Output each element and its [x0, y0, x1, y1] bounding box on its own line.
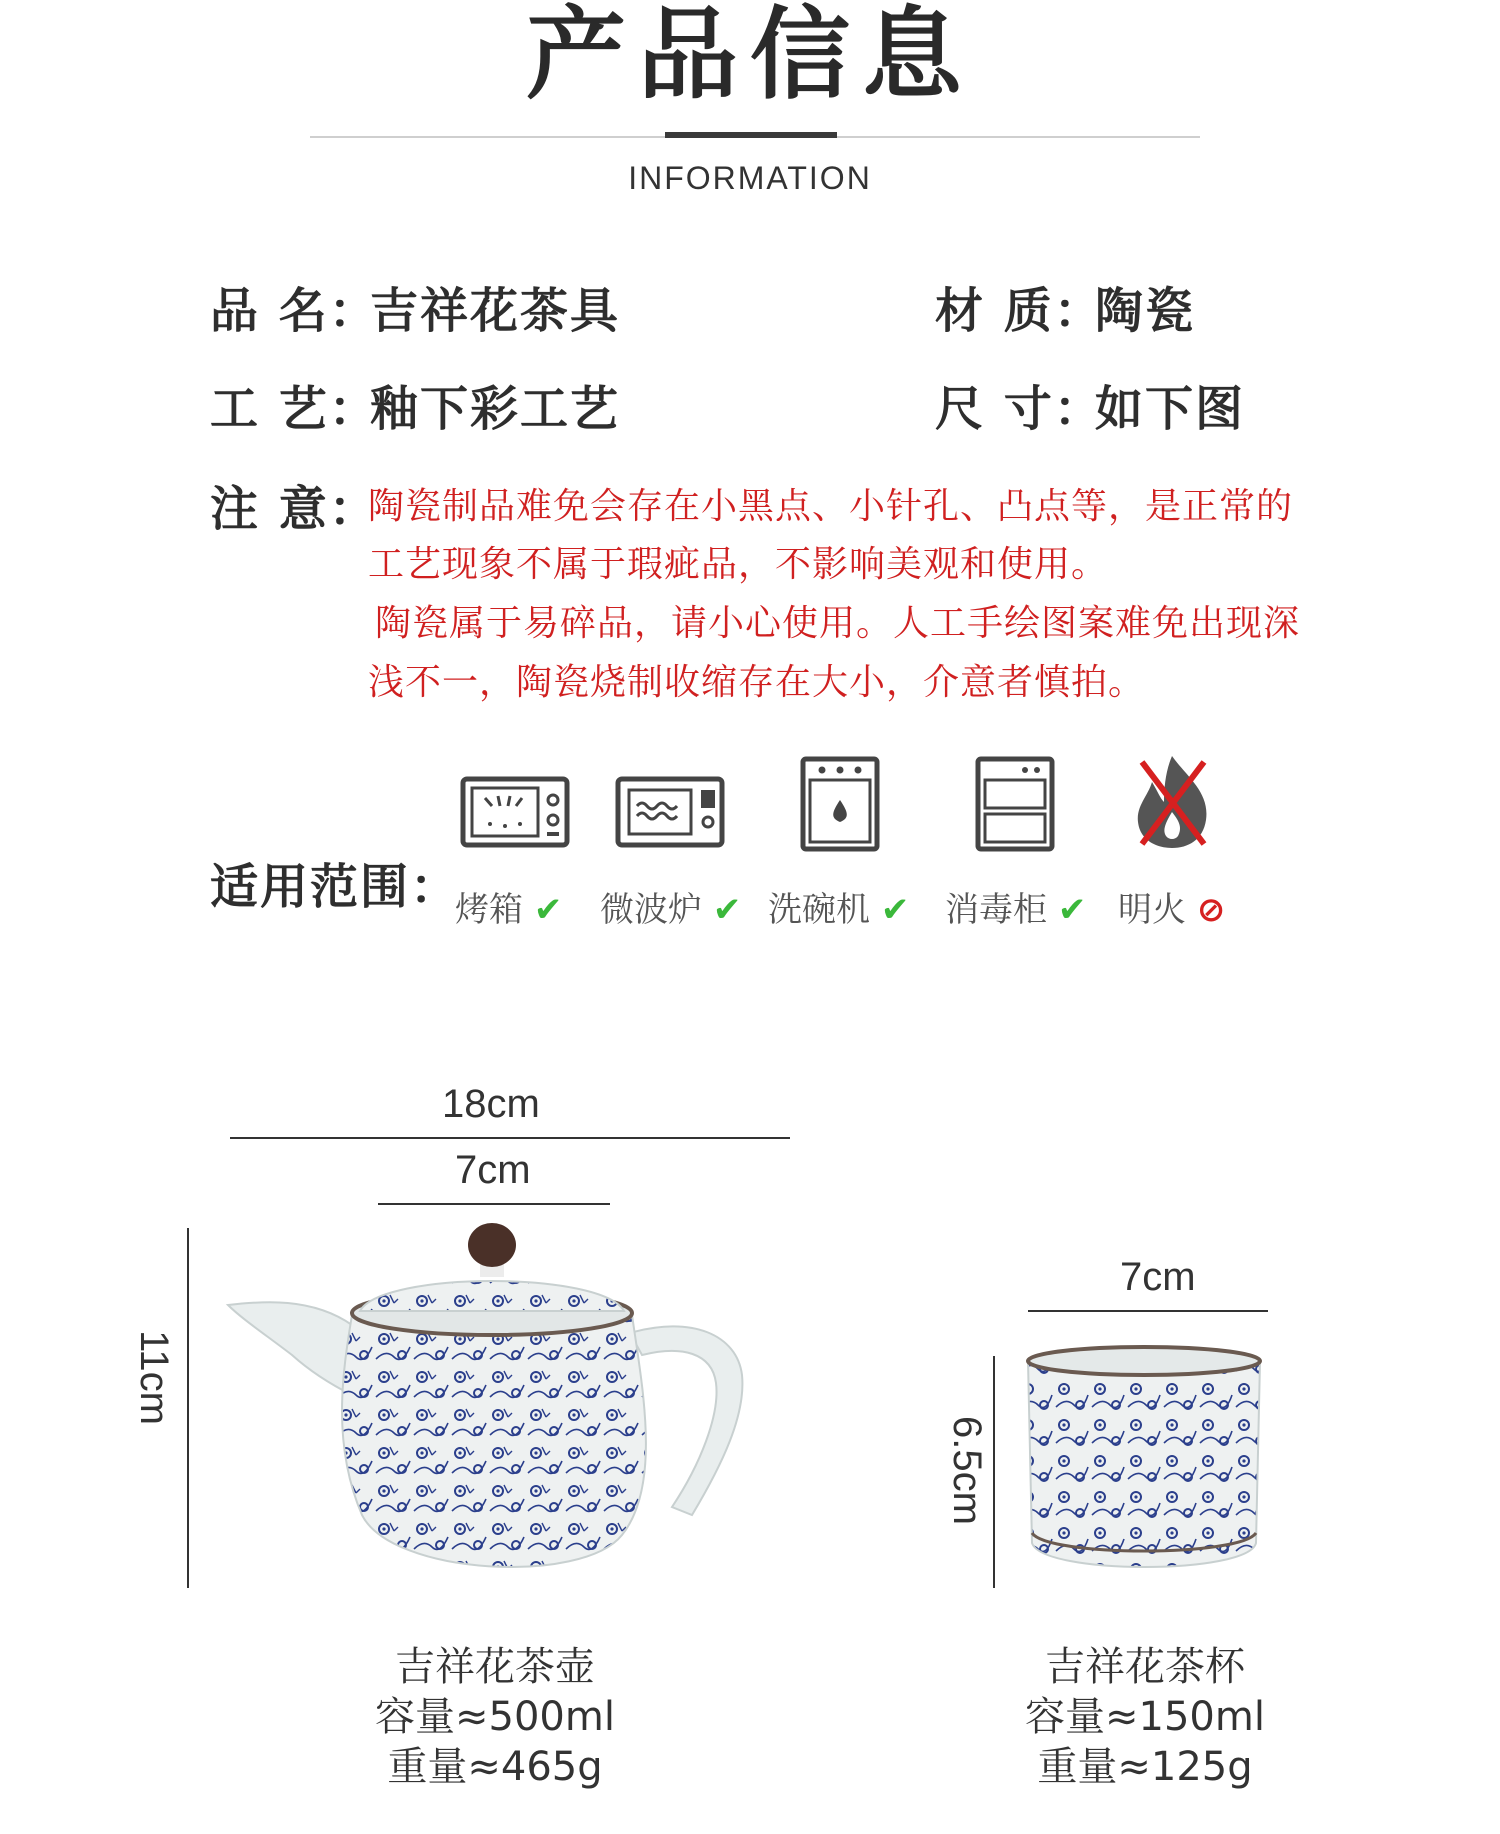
open-flame-icon — [1130, 752, 1214, 856]
teapot-image — [222, 1215, 802, 1599]
cup-image — [1018, 1343, 1270, 1597]
teapot-name: 吉祥花茶壶 — [395, 1644, 595, 1690]
cup-height: 6.5cm — [944, 1416, 989, 1525]
cup-weight: 重量≈125g — [1037, 1744, 1253, 1790]
teapot-total-width: 18cm — [442, 1082, 540, 1126]
prohibited-icon: ⊘ — [1196, 890, 1226, 930]
teapot-lid-width: 7cm — [455, 1148, 531, 1192]
page-subtitle: INFORMATION — [628, 160, 872, 196]
note-line: 浅不一，陶瓷烧制收缩存在大小，介意者慎拍。 — [368, 662, 1146, 703]
teapot-capacity: 容量≈500ml — [375, 1694, 615, 1740]
dishwasher-icon — [800, 756, 880, 856]
note-line: 工艺现象不属于瑕疵品，不影响美观和使用。 — [368, 544, 1109, 585]
teapot-lid-line — [378, 1203, 610, 1205]
oven-icon — [460, 776, 570, 852]
check-icon: ✔ — [880, 890, 910, 930]
material-value: 陶瓷 — [1095, 283, 1196, 339]
cup-width: 7cm — [1120, 1255, 1196, 1299]
name-label: 品 名： — [210, 283, 379, 339]
page-title: 产品信息 — [526, 0, 974, 113]
usage-item-label: 烤箱 — [455, 890, 523, 930]
check-icon: ✔ — [1057, 890, 1087, 930]
check-icon: ✔ — [712, 890, 742, 930]
teapot-height-line — [187, 1228, 189, 1588]
note-line: 陶瓷制品难免会存在小黑点、小针孔、凸点等，是正常的 — [368, 486, 1294, 527]
usage-item-sterilizer — [945, 882, 1086, 931]
sterilizer-cabinet-icon — [975, 756, 1055, 856]
craft-label: 工 艺： — [210, 381, 379, 437]
name-value: 吉祥花茶具 — [370, 283, 621, 339]
usage-item-label: 微波炉 — [600, 890, 702, 930]
teapot-width-line — [230, 1137, 790, 1139]
teapot-weight: 重量≈465g — [387, 1744, 603, 1790]
usage-item-oven — [455, 882, 562, 931]
usage-item-open-flame — [1118, 882, 1225, 931]
usage-item-label: 消毒柜 — [945, 890, 1047, 930]
microwave-icon — [615, 776, 725, 852]
size-value: 如下图 — [1095, 381, 1246, 437]
header-divider-accent — [665, 132, 837, 138]
craft-value: 釉下彩工艺 — [370, 381, 621, 437]
material-label: 材 质： — [935, 283, 1104, 339]
cup-name: 吉祥花茶杯 — [1045, 1644, 1245, 1690]
teapot-height: 11cm — [131, 1330, 176, 1425]
check-icon: ✔ — [533, 890, 563, 930]
cup-capacity: 容量≈150ml — [1025, 1694, 1265, 1740]
usage-item-label: 明火 — [1118, 890, 1186, 930]
size-label: 尺 寸： — [935, 381, 1104, 437]
cup-width-line — [1028, 1310, 1268, 1312]
note-label: 注 意： — [210, 481, 379, 537]
note-line: 陶瓷属于易碎品，请小心使用。人工手绘图案难免出现深 — [375, 603, 1301, 644]
usage-item-label: 洗碗机 — [768, 890, 870, 930]
usage-item-dishwasher — [768, 882, 909, 931]
cup-height-line — [993, 1356, 995, 1588]
usage-label: 适用范围： — [210, 859, 461, 915]
usage-item-microwave — [600, 882, 741, 931]
